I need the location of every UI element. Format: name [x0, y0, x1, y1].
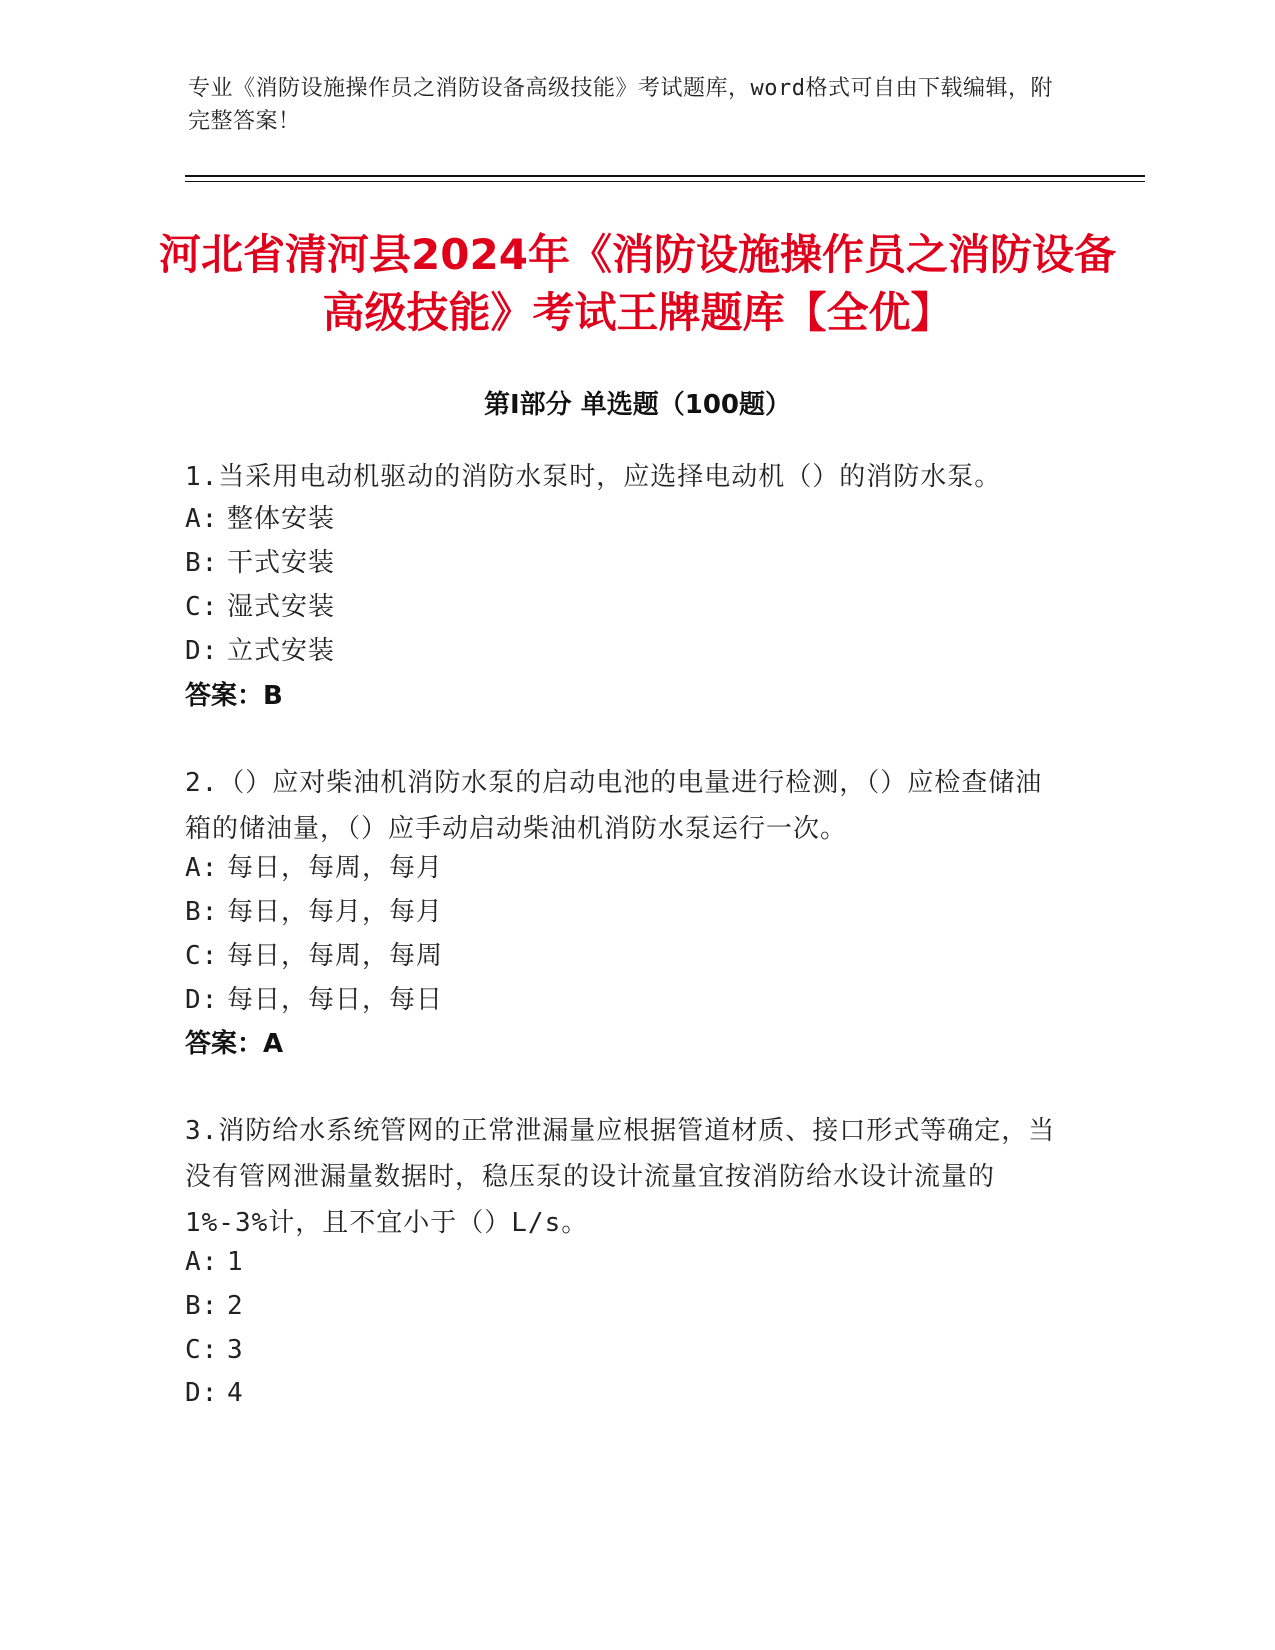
question-1-answer: 答案：B [185, 681, 283, 711]
option-text: 干式安装 [227, 548, 336, 578]
option-text: 4 [227, 1378, 244, 1408]
option-key: D: [185, 636, 219, 666]
question-3-option-a [185, 1242, 244, 1282]
question-2-option-d [185, 980, 443, 1020]
question-1-option-a [185, 499, 335, 539]
option-text: 每日，每周，每周 [227, 941, 444, 971]
question-1-option-d [185, 631, 335, 671]
option-key: A: [185, 853, 219, 883]
option-key: C: [185, 1335, 219, 1365]
option-text: 每日，每日，每日 [227, 985, 444, 1015]
option-key: A: [185, 1247, 219, 1277]
option-key: C: [185, 941, 219, 971]
question-3-option-c [185, 1330, 244, 1370]
option-key: A: [185, 504, 219, 534]
question-2-option-b [185, 892, 443, 932]
option-key: D: [185, 1378, 219, 1408]
header-rule-thick [185, 175, 1145, 177]
question-1-text: 1.当采用电动机驱动的消防水泵时，应选择电动机（）的消防水泵。 [185, 462, 1002, 492]
header-note: 专业《消防设施操作员之消防设备高级技能》考试题库，word格式可自由下载编辑，附完整答案！ [188, 76, 1053, 134]
option-text: 每日，每月，每月 [227, 897, 444, 927]
option-text: 湿式安装 [227, 592, 336, 622]
option-key: B: [185, 1291, 219, 1321]
question-2-option-c [185, 936, 443, 976]
option-text: 3 [227, 1335, 244, 1365]
option-text: 整体安装 [227, 504, 336, 534]
option-key: B: [185, 897, 219, 927]
option-key: D: [185, 985, 219, 1015]
option-key: B: [185, 548, 219, 578]
question-2-text: 2.（）应对柴油机消防水泵的启动电池的电量进行检测，（）应检查储油箱的储油量，（）应手动启动柴油机消防水泵运行一次。 [185, 768, 1043, 844]
header-rule-thin [185, 181, 1145, 182]
question-1-option-c [185, 587, 335, 627]
question-2-answer: 答案：A [185, 1029, 284, 1059]
question-1-option-b [185, 543, 335, 583]
section-heading: 第Ⅰ部分 单选题（100题） [484, 390, 791, 420]
question-3-text: 3.消防给水系统管网的正常泄漏量应根据管道材质、接口形式等确定，当没有管网泄漏量数据时，稳压泵的设计流量宜按消防给水设计流量的1%-3%计，且不宜小于（）L/s。 [185, 1116, 1056, 1238]
question-2-option-a [185, 848, 443, 888]
option-text: 1 [227, 1247, 244, 1277]
question-3-option-b [185, 1286, 244, 1326]
document-title: 河北省清河县2024年《消防设施操作员之消防设备高级技能》考试王牌题库【全优】 [159, 230, 1116, 337]
option-text: 立式安装 [227, 636, 336, 666]
option-text: 2 [227, 1291, 244, 1321]
option-text: 每日，每周，每月 [227, 853, 444, 883]
question-3-option-d [185, 1373, 244, 1413]
option-key: C: [185, 592, 219, 622]
